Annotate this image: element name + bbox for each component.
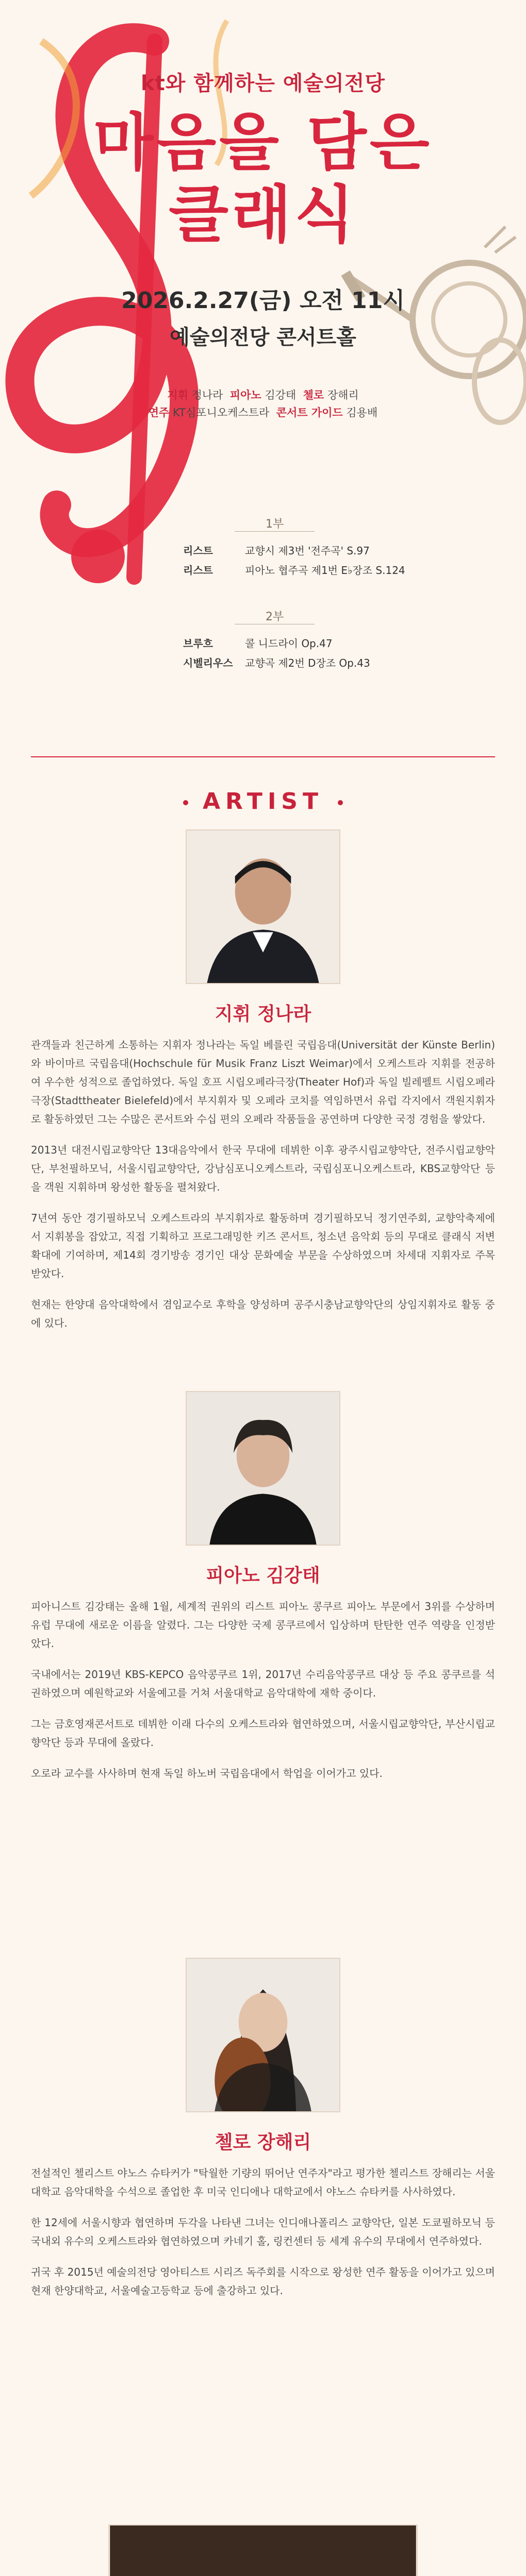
program-row: 리스트 교향시 제3번 '전주곡' S.97 — [183, 545, 370, 557]
orchestra-image-icon — [109, 2526, 417, 2576]
hero-section — [0, 0, 526, 815]
part-2-label: 2부 — [235, 608, 315, 624]
program-row: 브루흐 콜 니드라이 Op.47 — [183, 637, 333, 650]
program-part-2 — [183, 608, 441, 673]
conductor-photo — [186, 829, 340, 984]
conductor-title: 지휘 정나라 — [215, 1004, 311, 1025]
credits-line-2: 연주 KT심포니오케스트라 콘서트 가이드 김용배 — [148, 406, 378, 419]
presenter-text: kt와 함께하는 예술의전당 — [141, 72, 385, 95]
artist-heading: ARTIST — [0, 788, 526, 815]
hero-text — [0, 67, 526, 421]
part-1-label: 1부 — [235, 515, 315, 532]
program-row: 시벨리우스 교향곡 제2번 D장조 Op.43 — [183, 657, 370, 669]
dot-icon — [183, 800, 188, 805]
main-title — [0, 107, 526, 251]
conductor-bio: 관객들과 친근하게 소통하는 지휘자 정나라는 독일 베를린 국립음대(Universität der Künste Berlin)와 바이마르 국립음대(Hochschule für Musik Franz Liszt Weimar)에서 오케스트라 지휘를 전공하여 우수한 성적으로 졸업하였다. 독일 호프 시립오페라극장(Theater Hof)과 독일 빌레펠트 시립오페라극장(Stadttheater Bielefeld)에서 부지휘자 및 오페라 코치를 역임하면서 유럽 각지에서 객원지휘자로 활동하였던 그는 수많은 콘서트와 수십 편의 오페라 작품들을 공연하며 다양한 국정 경험을 쌓았다. 2013년 대전시립교향악단 13대음악에서 한국 무대에 데뷔한 이후 광주시립교향악단, 전주시립교향악단, 부천필하모닉, 서울시립교향악단, 강남심포니오케스트라, 국립심포니오케스트라, KBS교향악단 등을 객원 지휘하며 왕성한 활동을 펼쳐왔다. 7년여 동안 경기필하모닉 오케스트라의 부지휘자로 활동하며 경기필하모닉 정기연주회, 교향악축제에서 지휘봉을 잡았고, 직접 기획하고 프로그래밍한 키즈 콘서트, 청소년 음악회 등의 무대로 클래식 저변확대에 기여하며, 제14회 경기방송 경기인 대상 문화예술 부문을 수상하였으며 차세대 지휘자로 주목 받았다. 현재는 한양대 음악대학에서 겸임교수로 후학을 양성하며 공주시충남교향악단의 상임지휘자로 활동 중에 있다. — [31, 1039, 495, 1329]
credits — [0, 386, 526, 421]
concert-date: 2026.2.27(금) 오전 11시 — [121, 287, 405, 314]
pianist-bio: 피아니스트 김강태는 올해 1월, 세계적 권위의 리스트 피아노 콩쿠르 피아노 부문에서 3위를 수상하며 유럽 무대에 새로운 이름을 알렸다. 그는 다양한 국제 콩쿠르에서 입상하며 탄탄한 연주 역량을 인정받았다. 국내에서는 2019년 KBS-KEPCO 음악콩쿠르 1위, 2017년 수리음악콩쿠르 대상 등 주요 콩쿠르를 석권하였으며 예원학교와 서울예고를 거쳐 서울대학교 음악대학에 재학 중이다. 그는 금호영재콘서트로 데뷔한 이래 다수의 오케스트라와 협연하였으며, 서울시립교향악단, 부산시립교향악단 등과 무대에 올랐다. 오로라 교수를 사사하며 현재 독일 하노버 국립음대에서 학업을 이어가고 있다. — [31, 1600, 495, 1780]
concert-venue: 예술의전당 콘서트홀 — [170, 326, 356, 349]
pianist-title: 피아노 김강태 — [206, 1565, 320, 1586]
program-part-1 — [183, 515, 441, 580]
orchestra-photo — [108, 2524, 418, 2576]
portrait-icon — [187, 831, 339, 983]
cellist-title: 첼로 장해리 — [215, 2132, 311, 2153]
portrait-icon — [187, 1392, 339, 1545]
credits-line-1: 지휘 정나라 피아노 김강태 첼로 장해리 — [167, 389, 359, 401]
title-line-2: 클래식 — [169, 178, 357, 251]
divider-line — [31, 756, 495, 757]
cellist-photo — [186, 1958, 340, 2112]
pianist-photo — [186, 1391, 340, 1546]
dot-icon — [338, 800, 343, 805]
program-row: 리스트 피아노 협주곡 제1번 E♭장조 S.124 — [183, 564, 405, 577]
cellist-bio: 전설적인 첼리스트 야노스 슈타커가 "탁월한 기량의 뛰어난 연주자"라고 평가한 첼리스트 장해리는 서울대학교 음악대학을 수석으로 졸업한 후 미국 인디애나 대학교에서 야노스 슈타커를 사사하였다. 한 12세에 서울시향과 협연하며 두각을 나타낸 그녀는 인디애나폴리스 교향악단, 일본 도쿄필하모닉 등 국내외 유수의 오케스트라와 협연하였으며 카네기 홀, 링컨센터 등 세계 유수의 무대에서 연주하였다. 귀국 후 2015년 예술의전당 영아티스트 시리즈 독주회를 시작으로 왕성한 연주 활동을 이어가고 있으며 현재 한양대학교, 서울예술고등학교 등에 출강하고 있다. — [31, 2167, 495, 2297]
title-line-1: 마음을 담은 — [93, 106, 433, 179]
portrait-icon — [187, 1959, 339, 2111]
